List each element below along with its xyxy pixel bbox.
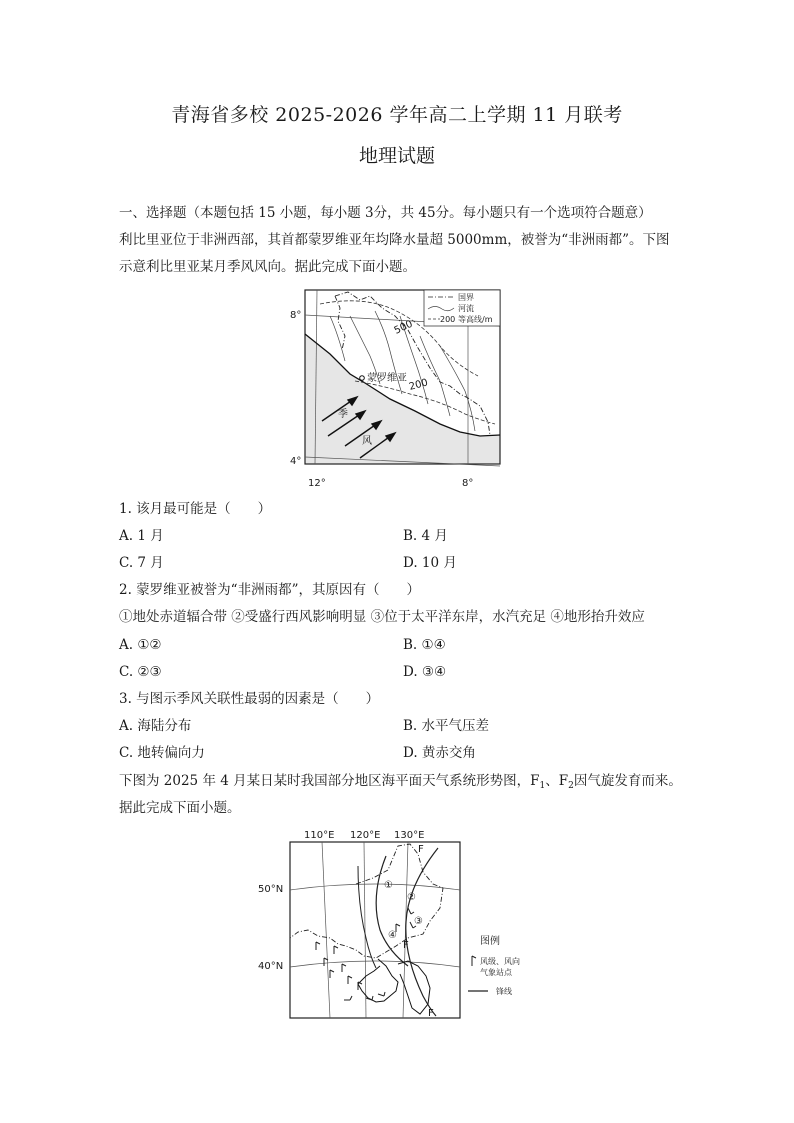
- front-f-mid: F: [403, 940, 409, 951]
- lon-110-label: 110°E: [304, 830, 335, 841]
- passage2-line1: 下图为 2025 年 4 月某日某时我国部分地区海平面天气系统形势图，$F_1$、$F_2$因气旋发育而来。: [119, 773, 682, 791]
- wind-char-ji: 季: [338, 409, 348, 420]
- q1-option-c[interactable]: C. 7 月: [119, 555, 164, 571]
- q2-option-b[interactable]: B. ①④: [403, 637, 446, 653]
- lon-130-label: 130°E: [394, 830, 425, 841]
- front-f-bottom: F: [428, 1008, 434, 1019]
- lon-12-label: 12°: [308, 478, 326, 489]
- lat-40-label: 40°N: [258, 961, 284, 972]
- front-f1: [406, 848, 438, 1016]
- passage2-line2: 据此完成下面小题。: [119, 800, 241, 816]
- q2-statements: ①地处赤道辐合带 ②受盛行西风影响明显 ③位于太平洋东岸，水汽充足 ④地形抬升效应: [119, 609, 645, 625]
- page-title: 青海省多校 2025-2026 学年高二上学期 11 月联考: [171, 104, 623, 126]
- graticule-110e: [322, 842, 330, 1018]
- coastline: [358, 959, 398, 1002]
- legend-title: 图例: [480, 936, 500, 947]
- q1-stem: 1. 该月最可能是（ ）: [119, 501, 272, 517]
- liberia-map: [290, 286, 515, 491]
- wind-char-feng: 风: [362, 436, 372, 447]
- q1-option-b[interactable]: B. 4 月: [403, 528, 448, 544]
- legend-front-label: 锋线: [496, 987, 512, 996]
- section-heading: 一、选择题（本题包括 15 小题，每小题 3分，共 45分。每小题只有一个选项符合题意）: [119, 205, 652, 221]
- weather-map: [258, 826, 528, 1024]
- q2-stem: 2. 蒙罗维亚被誉为“非洲雨都”，其原因有（ ）: [119, 582, 420, 598]
- q3-option-d[interactable]: D. 黄赤交角: [403, 745, 476, 761]
- lat-8-label: 8°: [290, 310, 302, 321]
- lon-120-label: 120°E: [350, 830, 381, 841]
- legend-river-label: 河流: [458, 304, 474, 313]
- marker-1: ①: [384, 880, 393, 891]
- passage1-line1: 利比里亚位于非洲西部，其首都蒙罗维亚年均降水量超 5000mm，被誉为“非洲雨都”。下图: [119, 232, 670, 248]
- sea-area: [305, 334, 500, 464]
- legend-station-line2: 气象站点: [480, 968, 512, 977]
- legend-border-label: 国界: [458, 293, 474, 302]
- contour-200-label: 200: [407, 377, 430, 393]
- q1-option-d[interactable]: D. 10 月: [403, 555, 457, 571]
- q3-option-a[interactable]: A. 海陆分布: [119, 718, 192, 734]
- legend-contour-label: 等高线/m: [458, 315, 493, 324]
- q3-option-b[interactable]: B. 水平气压差: [403, 718, 490, 734]
- q2-option-c[interactable]: C. ②③: [119, 664, 162, 680]
- marker-2: ②: [407, 892, 416, 903]
- wind-stations: [316, 908, 416, 1000]
- front-f-top: F: [418, 844, 424, 855]
- lon-8-label: 8°: [462, 478, 474, 489]
- marker-3: ③: [414, 916, 423, 927]
- map-frame: [290, 842, 460, 1018]
- q2-option-a[interactable]: A. ①②: [119, 637, 162, 653]
- capital-dot: [360, 376, 365, 381]
- q3-stem: 3. 与图示季风关联性最弱的因素是（ ）: [119, 691, 380, 707]
- lat-50-label: 50°N: [258, 884, 284, 895]
- korea-peninsula: [398, 961, 430, 1014]
- legend-station-line1: 风级、风向: [480, 957, 520, 966]
- passage1-line2: 示意利比里亚某月季风风向。据此完成下面小题。: [119, 259, 416, 275]
- front-west: [358, 866, 376, 968]
- lat-4-label: 4°: [290, 456, 302, 467]
- legend-contour-value: 200: [440, 315, 456, 324]
- contour-500-label: 500: [392, 318, 415, 337]
- page-subtitle: 地理试题: [358, 145, 435, 167]
- marker-4: ④: [388, 930, 397, 941]
- capital-label: 蒙罗维亚: [367, 373, 407, 384]
- q1-option-a[interactable]: A. 1 月: [119, 528, 164, 544]
- q2-option-d[interactable]: D. ③④: [403, 664, 447, 680]
- q3-option-c[interactable]: C. 地转偏向力: [119, 745, 205, 761]
- border-line-west: [335, 296, 345, 350]
